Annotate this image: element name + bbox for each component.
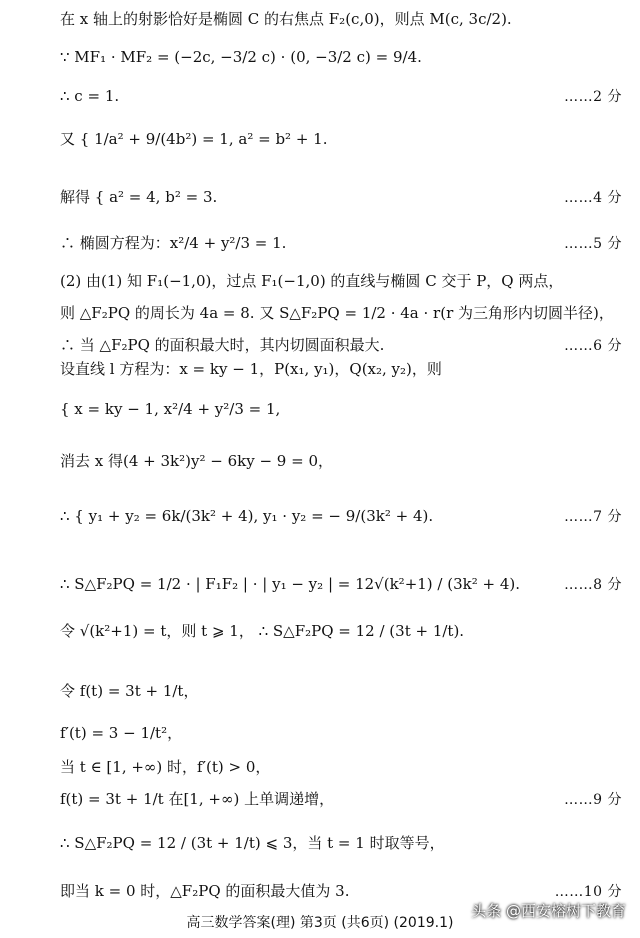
- score-label: ……10 分: [554, 883, 622, 900]
- line-text: 令 √(k²+1) = t，则 t ⩾ 1， ∴ S△F₂PQ = 12 / (3t + 1/t).: [60, 622, 465, 640]
- solution-line-10: [60, 358, 622, 379]
- line-text: { x = ky − 1, x²/4 + y²/3 = 1,: [60, 400, 281, 418]
- line-text: f(t) = 3t + 1/t 在[1, +∞) 上单调递增，: [60, 790, 335, 808]
- solution-line-13: [60, 506, 622, 526]
- solution-line-17: [60, 722, 622, 743]
- score-label: ……5 分: [564, 235, 622, 252]
- line-text: 即当 k = 0 时，△F₂PQ 的面积最大值为 3.: [60, 882, 350, 900]
- solution-line-7: [60, 270, 622, 291]
- line-text: 当 t ∈ [1, +∞) 时，f′(t) > 0，: [60, 758, 271, 776]
- line-text: 解得 { a² = 4, b² = 3.: [60, 188, 218, 206]
- solution-line-6: [60, 232, 622, 253]
- line-text: ∴ S△F₂PQ = 1/2 · | F₁F₂ | · | y₁ − y₂ | = 12√(k²+1) / (3k² + 4).: [60, 575, 521, 593]
- score-label: ……8 分: [564, 577, 622, 593]
- solution-line-19: [60, 788, 622, 809]
- solution-line-1: [60, 8, 622, 29]
- score-label: ……9 分: [564, 791, 622, 808]
- solution-line-15: [60, 620, 622, 641]
- watermark: 头条 @西安榕树下教育: [471, 902, 626, 920]
- line-text: (2) 由(1) 知 F₁(−1,0)，过点 F₁(−1,0) 的直线与椭圆 C 交于 P，Q 两点，: [60, 272, 564, 290]
- solution-line-18: [60, 756, 622, 777]
- line-text: 消去 x 得(4 + 3k²)y² − 6ky − 9 = 0，: [60, 452, 333, 470]
- line-text: 令 f(t) = 3t + 1/t，: [60, 682, 199, 700]
- solution-line-14: [60, 574, 622, 594]
- solution-line-12: [60, 450, 622, 471]
- score-label: ……6 分: [564, 337, 622, 354]
- line-text: 设直线 l 方程为：x = ky − 1，P(x₁, y₁)，Q(x₂, y₂)，则: [60, 360, 442, 378]
- score-label: ……7 分: [564, 509, 622, 525]
- solution-line-8: [60, 302, 622, 323]
- line-text: f′(t) = 3 − 1/t²，: [60, 724, 183, 742]
- line-text: ∴ S△F₂PQ = 12 / (3t + 1/t) ⩽ 3，当 t = 1 时取等号，: [60, 834, 445, 852]
- line-text: 则 △F₂PQ 的周长为 4a = 8. 又 S△F₂PQ = 1/2 · 4a · r(r 为三角形内切圆半径)，: [60, 304, 614, 322]
- solution-line-20: [60, 832, 622, 853]
- line-text: ∵ MF₁ · MF₂ = (−2c, −3/2 c) · (0, −3/2 c) = 9/4.: [60, 48, 422, 66]
- solution-line-11: [60, 400, 622, 418]
- score-label: ……4 分: [564, 189, 622, 206]
- line-text: 又 { 1/a² + 9/(4b²) = 1, a² = b² + 1.: [60, 130, 328, 148]
- solution-line-3: [60, 86, 622, 106]
- solution-line-5: [60, 186, 622, 207]
- score-label: ……2 分: [564, 89, 622, 105]
- solution-line-2: [60, 48, 622, 66]
- line-text: ∴ { y₁ + y₂ = 6k/(3k² + 4), y₁ · y₂ = − 9/(3k² + 4).: [60, 507, 434, 525]
- solution-line-4: [60, 128, 622, 149]
- line-text: ∴ c = 1.: [60, 87, 120, 105]
- solution-line-9: [60, 334, 622, 355]
- solution-line-16: [60, 680, 622, 701]
- solution-line-21: [60, 880, 622, 901]
- page-footer: 高三数学答案(理) 第3页 (共6页) (2019.1): [186, 915, 454, 931]
- line-text: ∴ 当 △F₂PQ 的面积最大时，其内切圆面积最大.: [60, 336, 385, 354]
- line-text: ∴ 椭圆方程为：x²/4 + y²/3 = 1.: [60, 234, 287, 252]
- line-text: 在 x 轴上的射影恰好是椭圆 C 的右焦点 F₂(c,0)，则点 M(c, 3c/2).: [60, 10, 512, 28]
